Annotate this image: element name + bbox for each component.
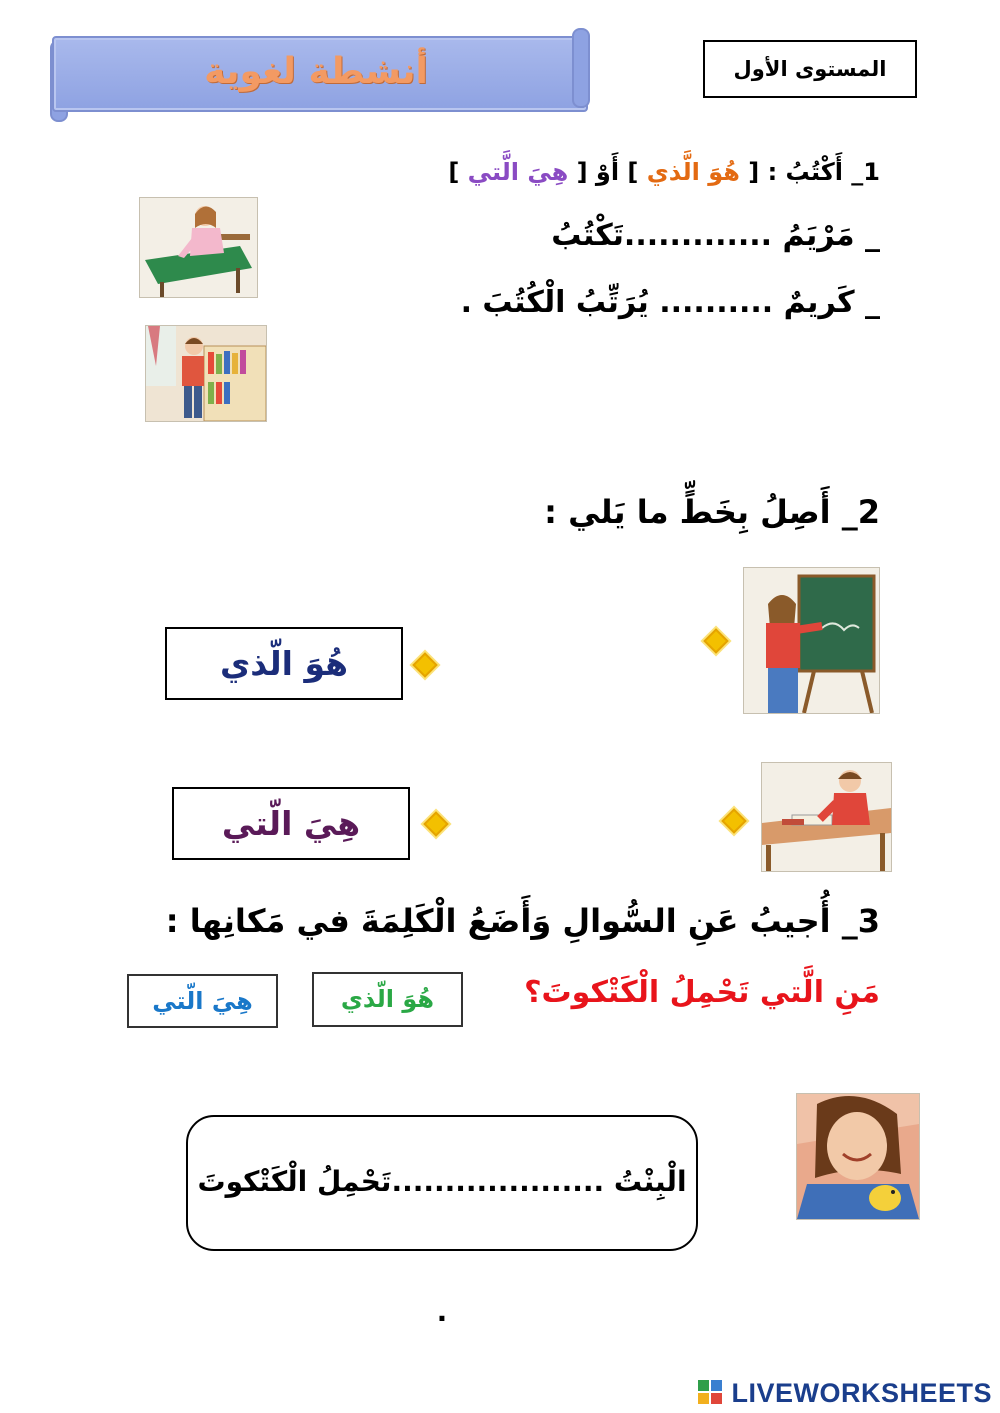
q1-sentence-1[interactable]: _ مَرْيَمُ .............تَكْتُبُ bbox=[551, 218, 880, 253]
q3-heading: 3_ أُجيبُ عَنِ السُّوالِ وَأَضَعُ الْكَلِمَةَ في مَكانِها : bbox=[165, 902, 880, 940]
match-dot-box2[interactable] bbox=[423, 811, 448, 836]
girl-at-blackboard-image bbox=[743, 567, 880, 714]
q1-connector: ] أَوْ [ bbox=[576, 158, 639, 186]
girl-writing-image bbox=[139, 197, 258, 298]
word-chip-he[interactable]: هُوَ الّذي bbox=[312, 972, 463, 1027]
liveworksheets-logo-icon bbox=[698, 1380, 722, 1404]
match-box-hi[interactable]: هِيَ الّتي bbox=[172, 787, 410, 860]
match-dot-box1[interactable] bbox=[412, 652, 437, 677]
page-title: أنشطة لغوية bbox=[204, 51, 428, 92]
girl-holding-chick-image bbox=[796, 1093, 920, 1220]
match-box-he[interactable]: هُوَ الّذي bbox=[165, 627, 403, 700]
footer-brand[interactable]: LIVEWORKSHEETS bbox=[731, 1378, 992, 1408]
q1-prefix: 1_ أَكْتُبُ : [ bbox=[748, 158, 880, 186]
q3-answer-sentence[interactable]: الْبِنْتُ ....................تَحْمِلُ الْكَتْكوتَ . bbox=[186, 1115, 698, 1251]
level-label: المستوى الأول bbox=[703, 40, 917, 98]
q1-choice-he: هُوَ الَّذي bbox=[646, 158, 740, 186]
q1-sentence-2[interactable]: _ كَريمٌ .......... يُرَتِّبُ الْكُتُبَ . bbox=[460, 285, 880, 320]
q3-question: مَنِ الَّتي تَحْمِلُ الْكَتْكوتَ؟ bbox=[524, 975, 880, 1010]
q1-instruction bbox=[448, 158, 880, 186]
q2-heading: 2_ أَصِلُ بِخَطٍّ ما يَلي : bbox=[544, 493, 880, 531]
match-dot-image2[interactable] bbox=[721, 808, 746, 833]
banner-roll-right bbox=[572, 28, 590, 108]
boy-reading-at-desk-image bbox=[761, 762, 892, 872]
boy-arranging-books-image bbox=[145, 325, 267, 422]
q1-suffix: ] bbox=[448, 158, 460, 186]
match-dot-image1[interactable] bbox=[703, 628, 728, 653]
q1-choice-hi: هِيَ الَّتي bbox=[467, 158, 569, 186]
word-chip-hi[interactable]: هِيَ الّتي bbox=[127, 974, 278, 1028]
